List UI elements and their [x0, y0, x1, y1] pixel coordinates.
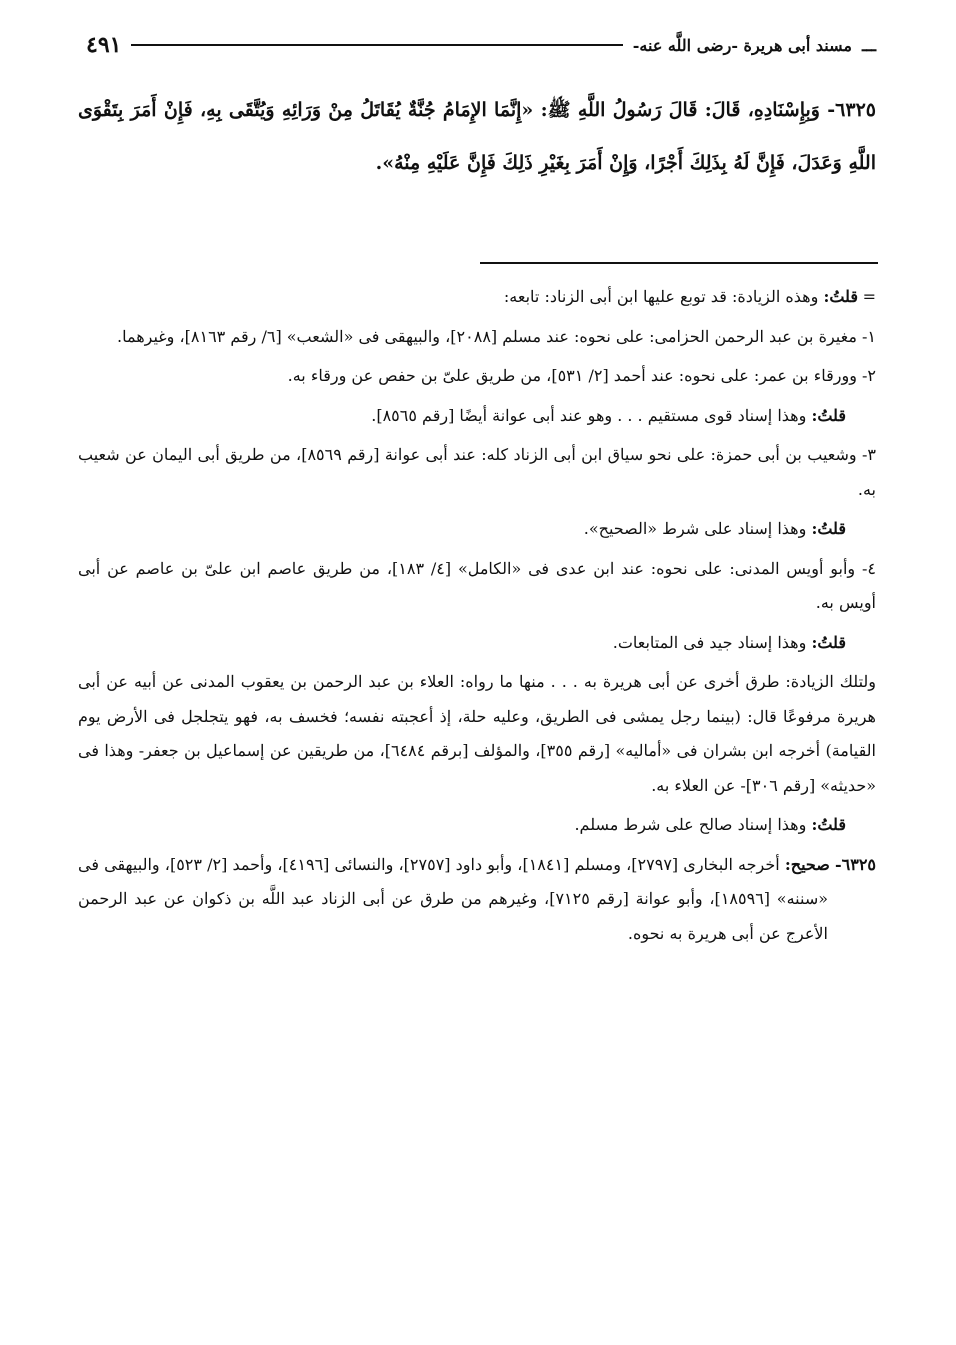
note-follow-4	[78, 552, 876, 621]
note-text: وهذا إسناد على شرط «الصحيح».	[583, 519, 807, 538]
note-text: ٤- وأبو أويس المدنى: على نحوه: عند ابن عدى فى «الكامل» [٤/ ١٨٣]، من طريق عاصم ابن علىّ بن عاصم عن أبى أويس به.	[78, 558, 877, 612]
note-text: ٣- وشعيب بن أبى حمزة: على نحو سياق ابن أبى الزناد كله: عند أبى عوانة [رقم ٨٥٦٩]، من طريق أبى اليمان عن شعيب به.	[78, 445, 877, 499]
hadith-body: - وَبِإِسْنَادِهِ، قَالَ: قَالَ رَسُولُ اللَّهِ ﷺ: «إِنَّمَا الإِمَامُ جُنَّةٌ يُقَاتَلُ مِنْ وَرَائِهِ وَيُتَّقَى بِهِ، فَإِنْ أَمَرَ بِتَقْوَى اللَّهِ وَعَدَلَ، فَإِنَّ لَهُ بِذَلِكَ أَجْرًا، وَإِنْ أَمَرَ بِغَيْرِ ذَلِكَ فَإِنَّ عَلَيْهِ مِنْهُ».	[78, 99, 876, 174]
note-follow-3	[78, 438, 876, 507]
page-number: ٤٩١	[86, 32, 122, 58]
note-text: ٢- وورقاء بن عمر: على نحوه: عند أحمد [٢/ ٥٣١]، من طريق علىّ بن حفص عن ورقاء به.	[287, 366, 876, 385]
qult-label: قلتُ:	[811, 815, 846, 834]
note-follow-2	[78, 359, 876, 394]
note-text: أخرجه البخارى [٢٧٩٧]، ومسلم [١٨٤١]، وأبو داود [٢٧٥٧]، والنسائى [٤١٩٦]، وأحمد [٢/ ٥٢٣]، والبيهقى فى «سننه» [١٨٥٩٦]، وأبو عوانة [رقم ٧١٢٥]، وغيرهم من طرق عن أبى الزناد عبد اللَّه بن ذكوان عن عبد الرحمن الأعرج عن أبى هريرة به نحوه.	[78, 854, 829, 943]
note-intro	[78, 280, 876, 315]
note-text: وهذا إسناد صالح على شرط مسلم.	[574, 815, 807, 834]
note-text: ١- مغيرة بن عبد الرحمن الحزامى: على نحوه: عند مسلم [٢٠٨٨]، والبيهقى فى «الشعب» [٦/ رقم ٨١٦٣]، وغيرهما.	[116, 326, 876, 346]
note-text: وهذا إسناد جيد فى المتابعات.	[612, 632, 807, 652]
note-text: ولتلك الزيادة: طرق أخرى عن أبى هريرة به . . . منها ما رواه: العلاء بن عبد الرحمن بن يعقوب المدنى عن أبيه عن أبى هريرة مرفوعًا قال: (بينما رجل يمشى فى الطريق، وعليه حلة، إذ أعجبته نفسه؛ فخسف به، فهو يتجلجل فى الأرض يوم القيامة) أخرجه ابن بشران فى «أماليه» [رقم ٣٥٥]، والمؤلف [برقم ٦٤٨٤]، من طريقين عن إسماعيل بن جعفر- وهذا فى «حديثه» [رقم ٣٠٦]- عن العلاء به.	[78, 672, 876, 795]
hadith-text	[78, 84, 876, 190]
takhrij-grade: صحيح:	[784, 854, 830, 874]
qult-label: قلتُ:	[811, 632, 846, 652]
footnote-divider	[480, 262, 878, 264]
qult-label: قلتُ:	[811, 519, 846, 538]
header-rule	[131, 44, 622, 46]
footnotes	[78, 280, 876, 956]
note-takhrij	[78, 848, 876, 952]
note-comment-3	[78, 626, 876, 661]
note-comment-4	[78, 808, 876, 843]
continuation-mark: =	[862, 287, 876, 306]
note-text: وهذا إسناد قوى مستقيم . . . وهو عند أبى عوانة أيضًا [رقم ٨٥٦٥].	[371, 405, 807, 425]
note-follow-1	[78, 320, 876, 355]
note-comment-1	[78, 399, 876, 434]
qult-label: قلتُ:	[811, 405, 846, 425]
header-title: مسند أبى هريرة -رضى اللَّه عنه-	[632, 35, 852, 55]
note-other-routes	[78, 665, 876, 803]
running-header	[86, 28, 876, 62]
takhrij-number: ٦٣٢٥-	[835, 854, 877, 874]
note-text: وهذه الزيادة: قد توبع عليها ابن أبى الزناد: تابعه:	[503, 287, 819, 306]
hadith-number: ٦٣٢٥	[835, 99, 876, 121]
note-comment-2	[78, 512, 876, 547]
header-dash: ـــ	[861, 35, 876, 55]
qult-label: قلتُ:	[823, 287, 858, 306]
